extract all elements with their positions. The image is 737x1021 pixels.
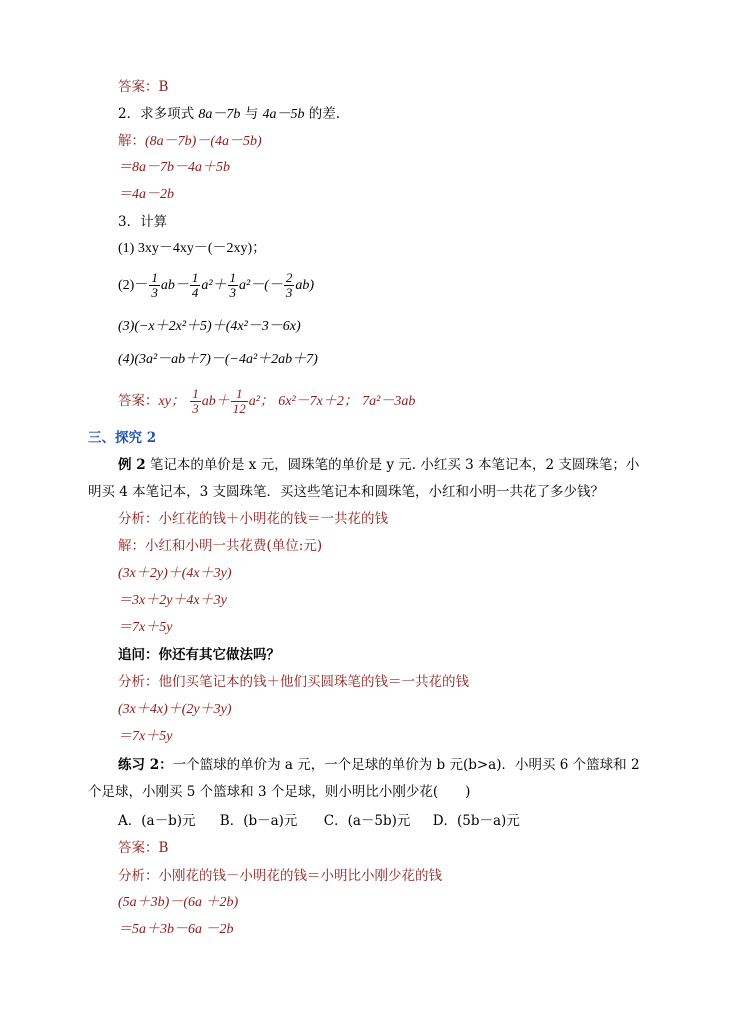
q2-solution-line2: ＝8a－7b－4a＋5b bbox=[118, 160, 230, 175]
example-2-solution: 解：小红和小明一共花费(单位:元) bbox=[118, 538, 323, 554]
q3-p2-term4: ab) bbox=[295, 278, 315, 293]
frac-num: 1 bbox=[191, 270, 199, 285]
q3-answer-frac2 bbox=[231, 387, 248, 416]
q3-answer-label: 答案： bbox=[118, 393, 159, 409]
followup-question bbox=[118, 645, 280, 665]
q2-prefix: 2．求多项式 bbox=[118, 106, 195, 122]
frac-den: 3 bbox=[151, 285, 158, 300]
q2-solution-line3: ＝4a－2b bbox=[118, 187, 174, 202]
q3-part3: (3)(−x＋2x²＋5)＋(4x²－3－6x) bbox=[118, 319, 301, 334]
exercise-2-step2: ＝5a＋3b－6a －2b bbox=[118, 922, 234, 937]
q3-answer-1: xy； bbox=[158, 394, 185, 409]
exercise-2-answer: 答案：B bbox=[118, 840, 169, 856]
followup-step1: (3x＋4x)＋(2y＋3y) bbox=[118, 702, 232, 717]
q3-answer bbox=[118, 381, 415, 422]
q2-solution-line1 bbox=[118, 131, 262, 152]
example-2-step1: (3x＋2y)＋(4x＋3y) bbox=[118, 566, 232, 581]
q3-p2-frac4 bbox=[284, 271, 295, 300]
option-b: B．(b－a)元 bbox=[219, 813, 298, 829]
q3-part1: (1) 3xy－4xy－(－2xy)； bbox=[118, 241, 267, 256]
q2-expr2: 4a－5b bbox=[262, 107, 305, 122]
q2-solution-label: 解： bbox=[118, 133, 145, 149]
option-d: D．(5b－a)元 bbox=[432, 813, 520, 829]
exercise-2-line2: 个足球，小刚买 5 个篮球和 3 个足球，则小明比小刚少花( ) bbox=[88, 784, 471, 800]
q3-answer-2-term2: a²； bbox=[248, 394, 274, 409]
q2-mid: 与 bbox=[244, 106, 259, 122]
frac-num: 1 bbox=[229, 270, 237, 285]
q3-p2-term3: a²－(－ bbox=[239, 278, 283, 293]
option-c: C．(a－5b)元 bbox=[323, 813, 411, 829]
example-2-line1 bbox=[118, 455, 639, 475]
followup-label: 追问： bbox=[118, 647, 159, 663]
frac-num: 2 bbox=[285, 270, 293, 285]
frac-den: 3 bbox=[192, 401, 199, 416]
frac-num: 1 bbox=[151, 270, 158, 285]
q3-answer-3: 6x²－7x＋2； bbox=[278, 394, 358, 409]
q3-p2-frac1 bbox=[149, 271, 160, 300]
example-2-step3: ＝7x＋5y bbox=[118, 620, 173, 635]
q3-part2 bbox=[118, 265, 314, 306]
exercise-2-text1: 一个篮球的单价为 a 元，一个足球的单价为 b 元(b>a)．小明买 6 个篮球和 2 bbox=[172, 757, 640, 773]
example-2-label: 例 2 bbox=[118, 457, 146, 473]
section-3-title: 三、探究 2 bbox=[88, 430, 157, 446]
exercise-2-options bbox=[118, 811, 520, 831]
exercise-2-analysis: 分析：小刚花的钱－小明花的钱＝小明比小刚少花的钱 bbox=[118, 868, 442, 884]
example-2-step2: ＝3x＋2y＋4x＋3y bbox=[118, 593, 227, 608]
question-2 bbox=[118, 104, 340, 125]
answer-1-text: 答案：B bbox=[118, 79, 169, 95]
frac-num: 1 bbox=[231, 387, 248, 402]
q3-answer-2-term1: ab＋ bbox=[201, 394, 230, 409]
example-2-analysis: 分析：小红花的钱＋小明花的钱＝一共花的钱 bbox=[118, 511, 388, 527]
example-2-text1: 笔记本的单价是 x 元，圆珠笔的单价是 y 元. 小红买 3 本笔记本，2 支圆珠笔；小 bbox=[149, 457, 640, 473]
followup-analysis: 分析：他们买笔记本的钱＋他们买圆珠笔的钱＝一共花的钱 bbox=[118, 674, 469, 690]
q2-solution-step1: (8a－7b)－(4a－5b) bbox=[145, 134, 262, 149]
frac-den: 12 bbox=[232, 401, 246, 416]
frac-den: 4 bbox=[191, 285, 199, 300]
q3-answer-frac1 bbox=[190, 387, 201, 416]
q3-p2-term2: a²＋ bbox=[201, 278, 227, 293]
q3-p2-label: (2)－ bbox=[118, 278, 149, 293]
frac-den: 3 bbox=[229, 285, 237, 300]
q3-part4: (4)(3a²－ab＋7)－(−4a²＋2ab＋7) bbox=[118, 352, 318, 367]
question-3-title: 3．计算 bbox=[118, 214, 168, 230]
q2-expr1: 8a－7b bbox=[198, 107, 241, 122]
q3-p2-term1: ab－ bbox=[160, 278, 189, 293]
exercise-2-label: 练习 2： bbox=[118, 757, 173, 773]
answer-1 bbox=[118, 77, 168, 97]
exercise-2-step1: (5a＋3b)－(6a ＋2b) bbox=[118, 895, 239, 910]
frac-den: 3 bbox=[285, 285, 293, 300]
followup-step2: ＝7x＋5y bbox=[118, 729, 173, 744]
frac-num: 1 bbox=[192, 386, 199, 401]
followup-text: 你还有其它做法吗？ bbox=[158, 647, 280, 663]
exercise-2-line1 bbox=[118, 755, 640, 775]
example-2-line2: 明买 4 本笔记本，3 支圆珠笔．买这些笔记本和圆珠笔，小红和小明一共花了多少钱？ bbox=[88, 484, 605, 500]
q3-p2-frac2 bbox=[190, 271, 201, 300]
q3-p2-frac3 bbox=[228, 271, 239, 300]
q3-answer-4: 7a²－3ab bbox=[362, 394, 416, 409]
option-a: A．(a－b)元 bbox=[118, 813, 196, 829]
q2-suffix: 的差. bbox=[308, 106, 341, 122]
